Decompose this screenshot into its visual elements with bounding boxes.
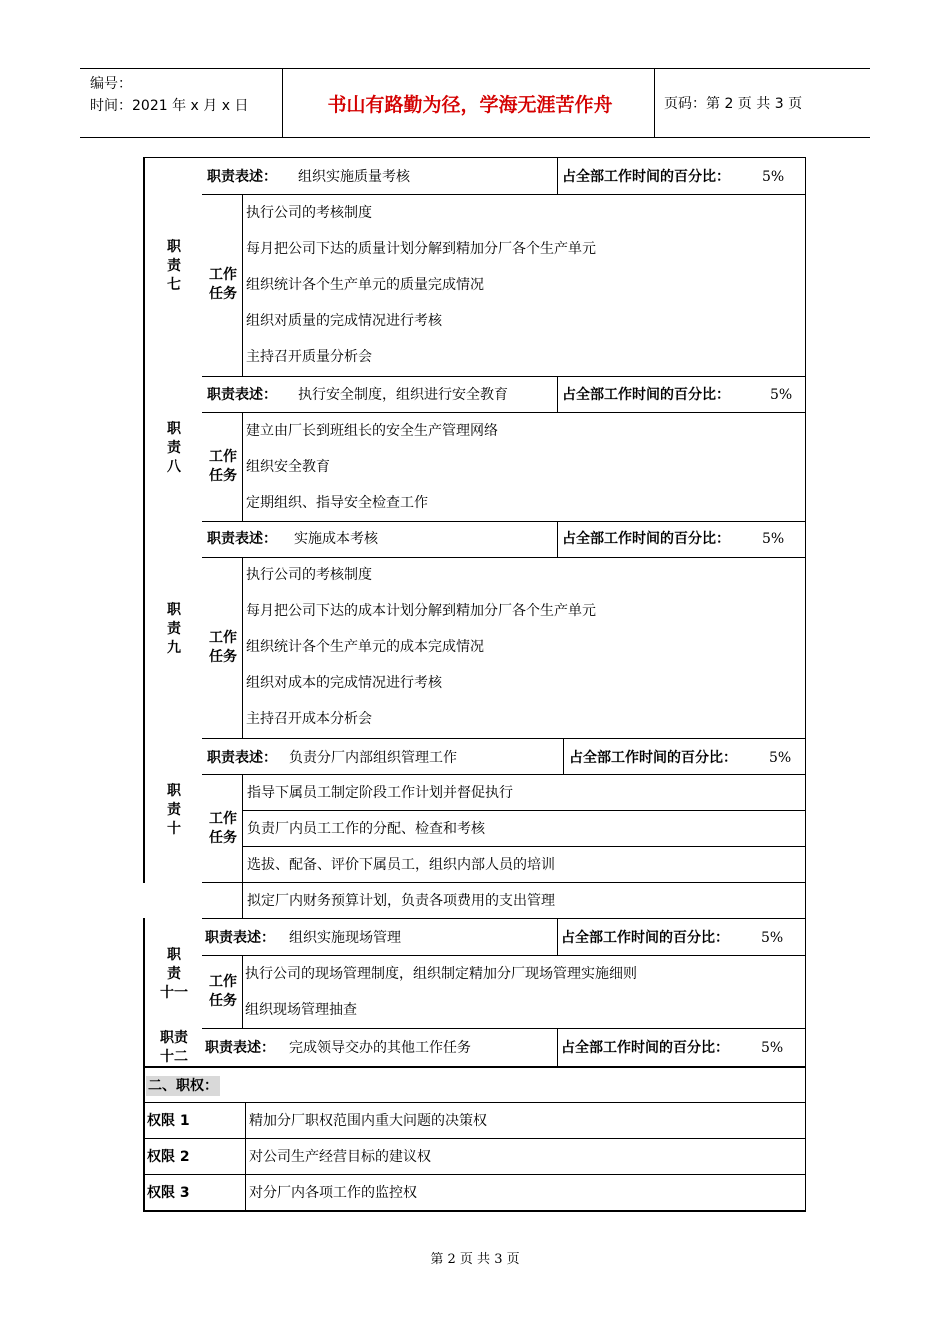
tasks-label: 工作 任务	[209, 811, 237, 846]
border	[242, 846, 806, 847]
desc-label: 职责表述：	[207, 531, 277, 547]
section-title: 二、职权：	[148, 1078, 218, 1094]
duty-8-label: 职 责 八	[167, 421, 181, 475]
border	[557, 1028, 558, 1066]
duty-11-desc: 组织实施现场管理	[289, 930, 401, 946]
number-label: 编号：	[90, 76, 132, 92]
task-item: 执行公司的考核制度	[246, 567, 372, 583]
percent-label: 占全部工作时间的百分比：	[569, 750, 737, 766]
task-item: 组织对质量的完成情况进行考核	[246, 313, 442, 329]
border	[245, 1102, 246, 1210]
page-footer: 第 2 页 共 3 页	[430, 1252, 520, 1267]
task-item: 组织安全教育	[246, 459, 330, 475]
authority-text: 精加分厂职权范围内重大问题的决策权	[249, 1113, 487, 1129]
percent-label: 占全部工作时间的百分比：	[561, 1040, 729, 1056]
date-label: 时间：2021 年 x 月 x 日	[90, 98, 249, 114]
task-item: 执行公司的考核制度	[246, 205, 372, 221]
duty-12-percent: 5%	[761, 1040, 784, 1056]
border	[202, 412, 806, 413]
tasks-label: 工作 任务	[209, 974, 237, 1009]
task-item: 每月把公司下达的成本计划分解到精加分厂各个生产单元	[246, 603, 596, 619]
border	[202, 521, 806, 522]
duty-11-percent: 5%	[761, 930, 784, 946]
tasks-label: 工作 任务	[209, 267, 237, 302]
task-item: 每月把公司下达的质量计划分解到精加分厂各个生产单元	[246, 241, 596, 257]
border	[202, 738, 806, 739]
border	[202, 774, 806, 775]
duty-7-percent: 5%	[762, 169, 785, 185]
border	[805, 157, 806, 1212]
desc-label: 职责表述：	[207, 169, 277, 185]
border	[557, 521, 558, 557]
duty-11-label: 职 责 十一	[160, 947, 188, 1001]
duty-10-percent: 5%	[769, 750, 792, 766]
authority-label: 权限 1	[147, 1113, 190, 1129]
task-item: 主持召开质量分析会	[246, 349, 372, 365]
desc-label: 职责表述：	[207, 387, 277, 403]
border	[143, 1174, 806, 1175]
task-item: 指导下属员工制定阶段工作计划并督促执行	[247, 785, 513, 801]
task-item: 组织统计各个生产单元的质量完成情况	[246, 277, 484, 293]
page-info: 页码：第 2 页 共 3 页	[664, 96, 803, 112]
border	[143, 1102, 806, 1103]
task-item: 负责厂内员工工作的分配、检查和考核	[247, 821, 485, 837]
task-item: 拟定厂内财务预算计划，负责各项费用的支出管理	[247, 893, 555, 909]
duty-9-desc: 实施成本考核	[294, 531, 378, 547]
border	[557, 376, 558, 412]
border	[202, 955, 806, 956]
border	[202, 1028, 806, 1029]
task-item: 组织统计各个生产单元的成本完成情况	[246, 639, 484, 655]
duty-8-percent: 5%	[770, 387, 793, 403]
percent-label: 占全部工作时间的百分比：	[562, 169, 730, 185]
border	[242, 810, 806, 811]
border	[202, 376, 806, 377]
duty-10-label: 职 责 十	[167, 783, 181, 837]
task-item: 组织现场管理抽查	[245, 1002, 357, 1018]
border	[557, 918, 558, 955]
task-item: 主持召开成本分析会	[246, 711, 372, 727]
duty-8-desc: 执行安全制度，组织进行安全教育	[298, 387, 508, 403]
border	[557, 157, 558, 194]
duty-9-percent: 5%	[762, 531, 785, 547]
percent-label: 占全部工作时间的百分比：	[562, 387, 730, 403]
border	[202, 882, 806, 883]
authority-text: 对公司生产经营目标的建议权	[249, 1149, 431, 1165]
border	[143, 1210, 806, 1212]
percent-label: 占全部工作时间的百分比：	[561, 930, 729, 946]
duty-9-label: 职 责 九	[167, 602, 181, 656]
tasks-label: 工作 任务	[209, 630, 237, 665]
task-item: 定期组织、指导安全检查工作	[246, 495, 428, 511]
duty-12-label: 职责 十二	[160, 1030, 188, 1065]
task-item: 建立由厂长到班组长的安全生产管理网络	[246, 423, 498, 439]
task-item: 组织对成本的完成情况进行考核	[246, 675, 442, 691]
percent-label: 占全部工作时间的百分比：	[562, 531, 730, 547]
duty-12-desc: 完成领导交办的其他工作任务	[289, 1040, 471, 1056]
authority-text: 对分厂内各项工作的监控权	[249, 1185, 417, 1201]
border	[202, 918, 806, 919]
border	[202, 194, 806, 195]
tasks-label: 工作 任务	[209, 449, 237, 484]
task-item: 选拔、配备、评价下属员工，组织内部人员的培训	[247, 857, 555, 873]
border	[563, 738, 564, 774]
duty-10-desc: 负责分厂内部组织管理工作	[289, 750, 457, 766]
task-item: 执行公司的现场管理制度，组织制定精加分厂现场管理实施细则	[245, 966, 637, 982]
duty-7-desc: 组织实施质量考核	[298, 169, 410, 185]
desc-label: 职责表述：	[205, 930, 275, 946]
border	[143, 1066, 806, 1068]
authority-label: 权限 2	[147, 1149, 190, 1165]
border	[143, 157, 806, 158]
desc-label: 职责表述：	[205, 1040, 275, 1056]
motto: 书山有路勤为径，学海无涯苦作舟	[327, 93, 613, 116]
desc-label: 职责表述：	[207, 750, 277, 766]
authority-label: 权限 3	[147, 1185, 190, 1201]
border	[143, 1138, 806, 1139]
duty-7-label: 职 责 七	[167, 239, 181, 293]
border	[202, 557, 806, 558]
